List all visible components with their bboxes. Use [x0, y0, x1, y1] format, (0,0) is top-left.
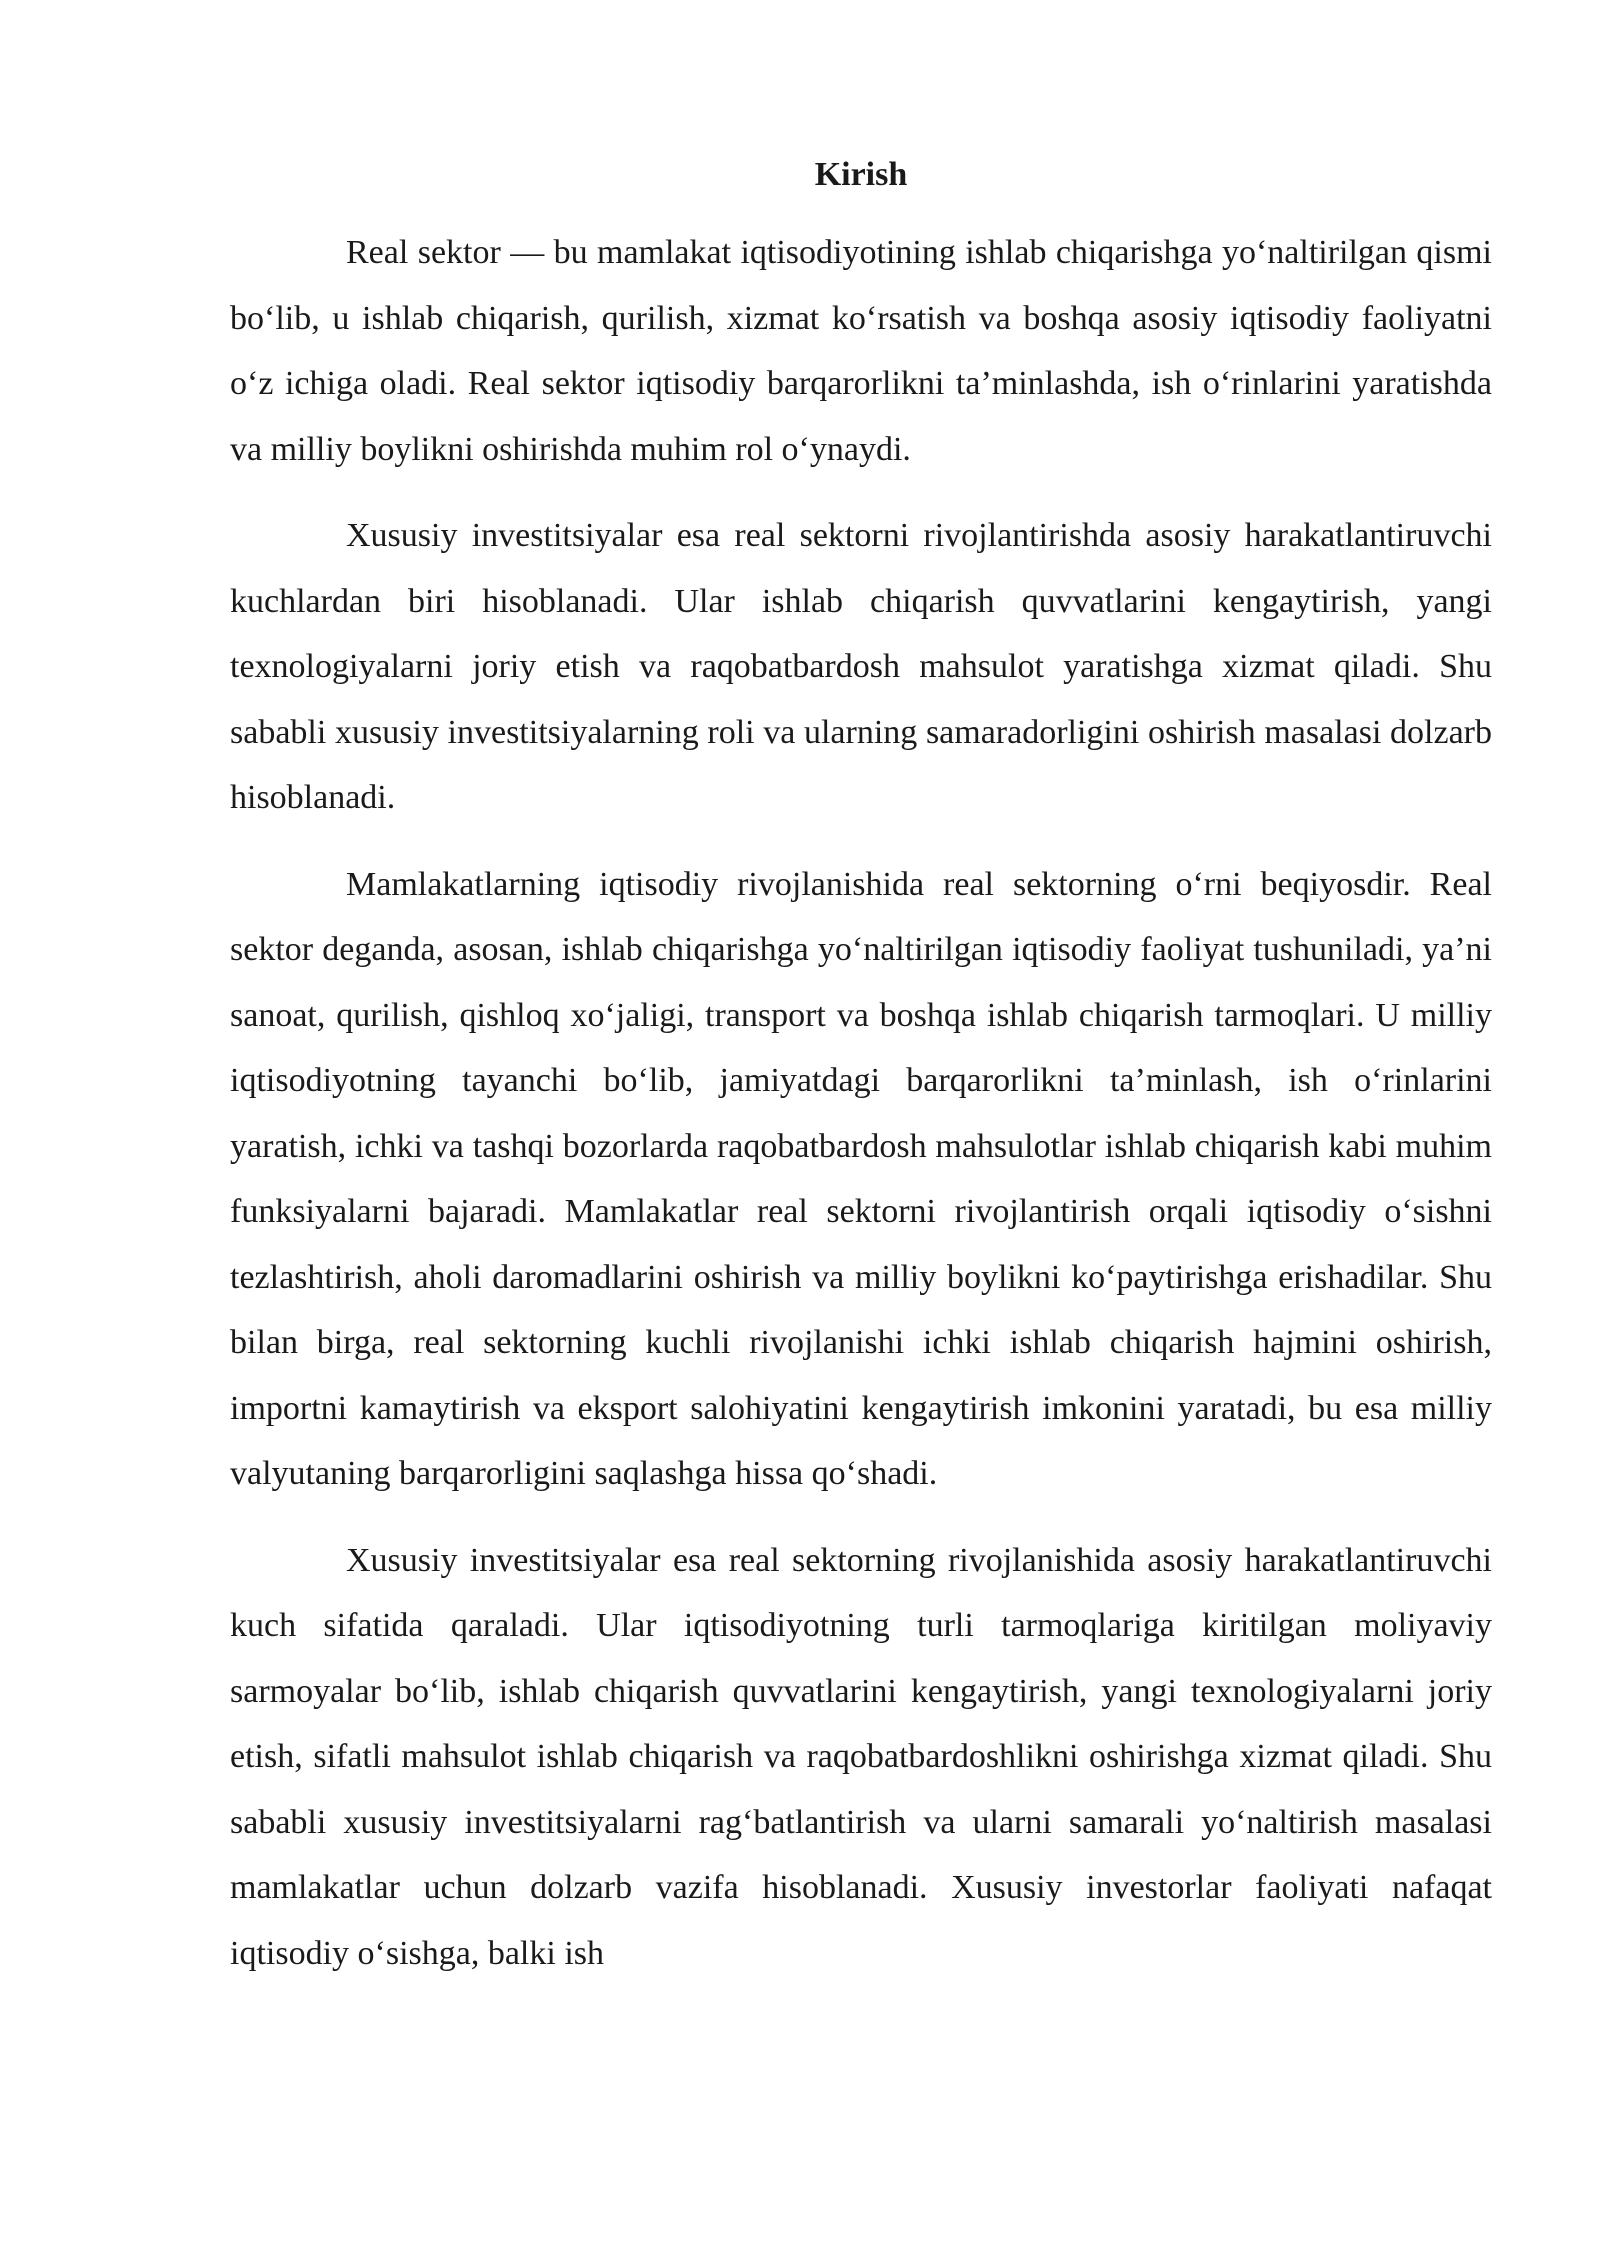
document-title: Kirish — [814, 156, 908, 193]
paragraph-1: Real sektor — bu mamlakat iqtisodiyotining ishlab chiqarishga yo‘naltirilgan qismi bo‘lib, u ishlab chiqarish, qurilish, xizmat ko‘rsatish va boshqa asosiy iqtisodiy faoliyatni o‘z ichiga oladi. Real sektor iqtisodiy barqarorlikni ta’minlashda, ish o‘rinlarini yaratishda va milliy boylikni oshirishda muhim rol o‘ynaydi. — [230, 234, 1492, 468]
paragraph-4: Xususiy investitsiyalar esa real sektorning rivojlanishida asosiy harakatlantiruvchi kuch sifatida qaraladi. Ular iqtisodiyotning turli tarmoqlariga kiritilgan moliyaviy sarmoyalar bo‘lib, ishlab chiqarish quvvatlarini kengaytirish, yangi texnologiyalarni joriy etish, sifatli mahsulot ishlab chiqarish va raqobatbardoshlikni oshirishga xizmat qiladi. Shu sababli xususiy investitsiyalarni rag‘batlantirish va ularni samarali yo‘naltirish masalasi mamlakatlar uchun dolzarb vazifa hisoblanadi. Xususiy investorlar faoliyati nafaqat iqtisodiy o‘sishga, balki ish — [230, 1541, 1492, 1972]
document-page — [230, 150, 1492, 2007]
paragraph-3: Mamlakatlarning iqtisodiy rivojlanishida real sektorning o‘rni beqiyosdir. Real sektor deganda, asosan, ishlab chiqarishga yo‘naltirilgan iqtisodiy faoliyat tushuniladi, ya’ni sanoat, qurilish, qishloq xo‘jaligi, transport va boshqa ishlab chiqarish tarmoqlari. U milliy iqtisodiyotning tayanchi bo‘lib, jamiyatdagi barqarorlikni ta’minlash, ish o‘rinlarini yaratish, ichki va tashqi bozorlarda raqobatbardosh mahsulotlar ishlab chiqarish kabi muhim funksiyalarni bajaradi. Mamlakatlar real sektorni rivojlantirish orqali iqtisodiy o‘sishni tezlashtirish, aholi daromadlarini oshirish va milliy boylikni ko‘paytirishga erishadilar. Shu bilan birga, real sektorning kuchli rivojlanishi ichki ishlab chiqarish hajmini oshirish, importni kamaytirish va eksport salohiyatini kengaytirish imkonini yaratadi, bu esa milliy valyutaning barqarorligini saqlashga hissa qo‘shadi. — [230, 865, 1492, 1492]
paragraph-2: Xususiy investitsiyalar esa real sektorni rivojlantirishda asosiy harakatlantiruvchi kuchlardan biri hisoblanadi. Ular ishlab chiqarish quvvatlarini kengaytirish, yangi texnologiyalarni joriy etish va raqobatbardosh mahsulot yaratishga xizmat qiladi. Shu sababli xususiy investitsiyalarning roli va ularning samaradorligini oshirish masalasi dolzarb hisoblanadi. — [230, 517, 1492, 816]
